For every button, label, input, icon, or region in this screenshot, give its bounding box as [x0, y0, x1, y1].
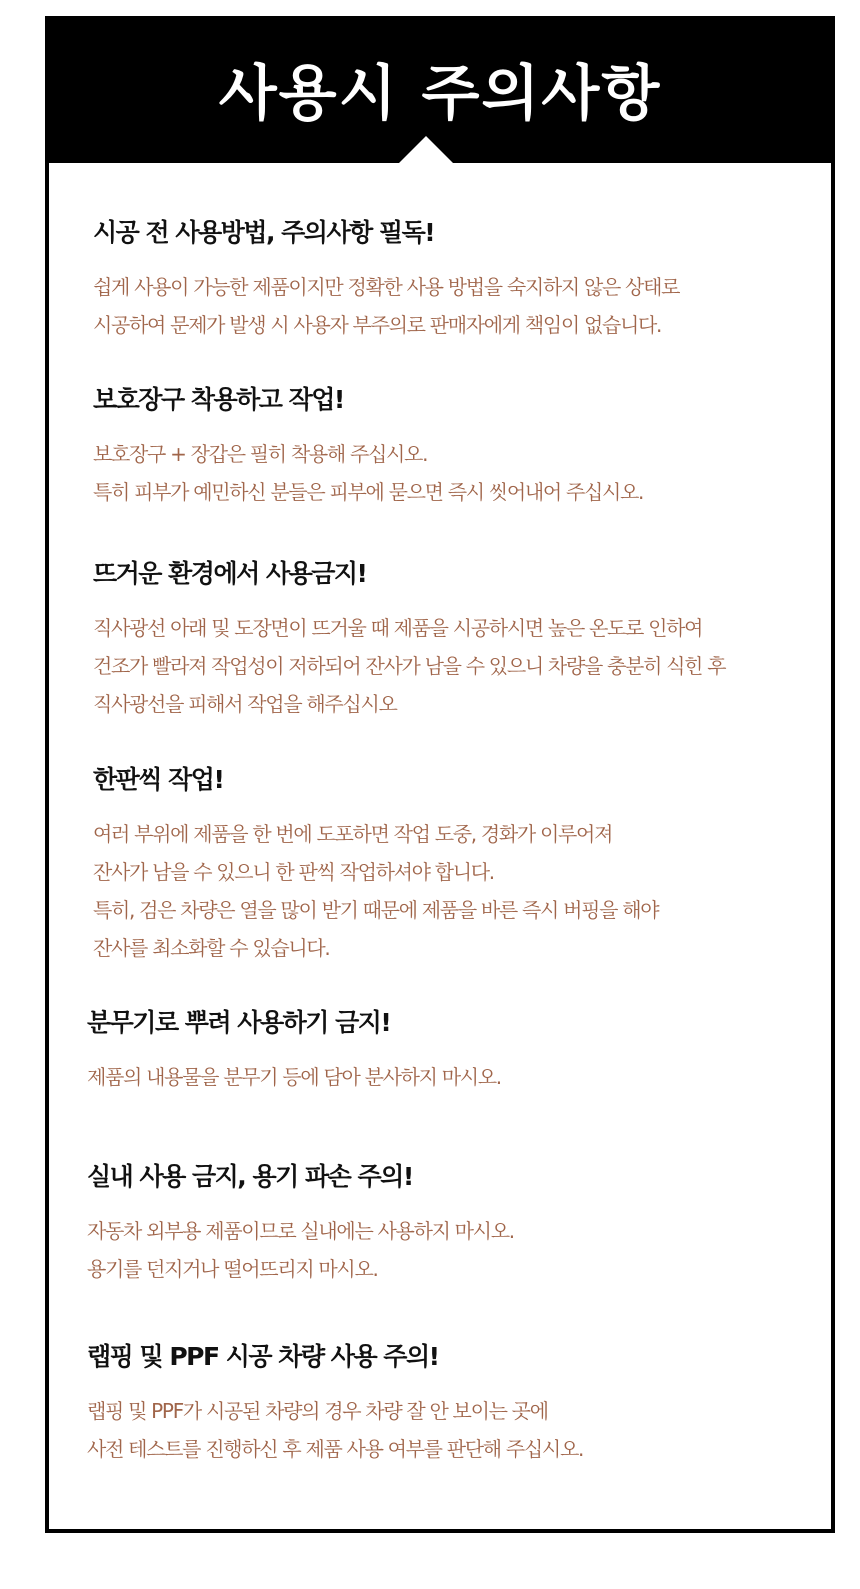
section-line: 특히 피부가 예민하신 분들은 피부에 묻으면 즉시 씻어내어 주십시오. [93, 480, 644, 504]
section-line: 랩핑 및 PPF가 시공된 차량의 경우 차량 잘 안 보이는 곳에 [87, 1399, 548, 1423]
section-title: 시공 전 사용방법, 주의사항 필독! [93, 218, 435, 247]
section-line: 특히, 검은 차량은 열을 많이 받기 때문에 제품을 바른 즉시 버핑을 해야 [93, 898, 659, 922]
section-line: 용기를 던지거나 떨어뜨리지 마시오. [87, 1257, 378, 1281]
section-title: 뜨거운 환경에서 사용금지! [93, 559, 367, 588]
section-body [87, 1058, 501, 1096]
section-title: 실내 사용 금지, 용기 파손 주의! [87, 1162, 413, 1191]
header-notch [398, 136, 454, 164]
section-line: 직사광선을 피해서 작업을 해주십시오 [93, 692, 397, 716]
section-title: 한판씩 작업! [93, 765, 224, 794]
caution-panel [45, 16, 835, 1533]
section-line: 잔사가 남을 수 있으니 한 판씩 작업하셔야 합니다. [93, 860, 494, 884]
section-title: 랩핑 및 PPF 시공 차량 사용 주의! [87, 1342, 439, 1371]
section-line: 여러 부위에 제품을 한 번에 도포하면 작업 도중, 경화가 이루어져 [93, 822, 613, 846]
section-line: 건조가 빨라져 작업성이 저하되어 잔사가 남을 수 있으니 차량을 충분히 식힌 후 [93, 654, 726, 678]
section-body [87, 1212, 514, 1288]
section-body [87, 1392, 583, 1468]
section-line: 사전 테스트를 진행하신 후 제품 사용 여부를 판단해 주십시오. [87, 1437, 584, 1461]
section-line: 잔사를 최소화할 수 있습니다. [93, 936, 330, 960]
section-title: 분무기로 뿌려 사용하기 금지! [87, 1008, 391, 1037]
section-line: 제품의 내용물을 분무기 등에 담아 분사하지 마시오. [87, 1065, 501, 1089]
page-title: 사용시 주의사항 [218, 59, 662, 129]
section-body [93, 435, 643, 511]
section-line: 시공하여 문제가 발생 시 사용자 부주의로 판매자에게 책임이 없습니다. [93, 313, 662, 337]
section-line: 직사광선 아래 및 도장면이 뜨거울 때 제품을 시공하시면 높은 온도로 인하여 [93, 616, 703, 640]
header-banner [49, 20, 831, 163]
section-title: 보호장구 착용하고 작업! [93, 385, 344, 414]
section-line: 쉽게 사용이 가능한 제품이지만 정확한 사용 방법을 숙지하지 않은 상태로 [93, 275, 680, 299]
section-line: 자동차 외부용 제품이므로 실내에는 사용하지 마시오. [87, 1219, 514, 1243]
section-body [93, 609, 725, 723]
section-line: 보호장구 + 장갑은 필히 착용해 주십시오. [93, 442, 428, 466]
section-body [93, 268, 679, 344]
section-body [93, 815, 658, 967]
